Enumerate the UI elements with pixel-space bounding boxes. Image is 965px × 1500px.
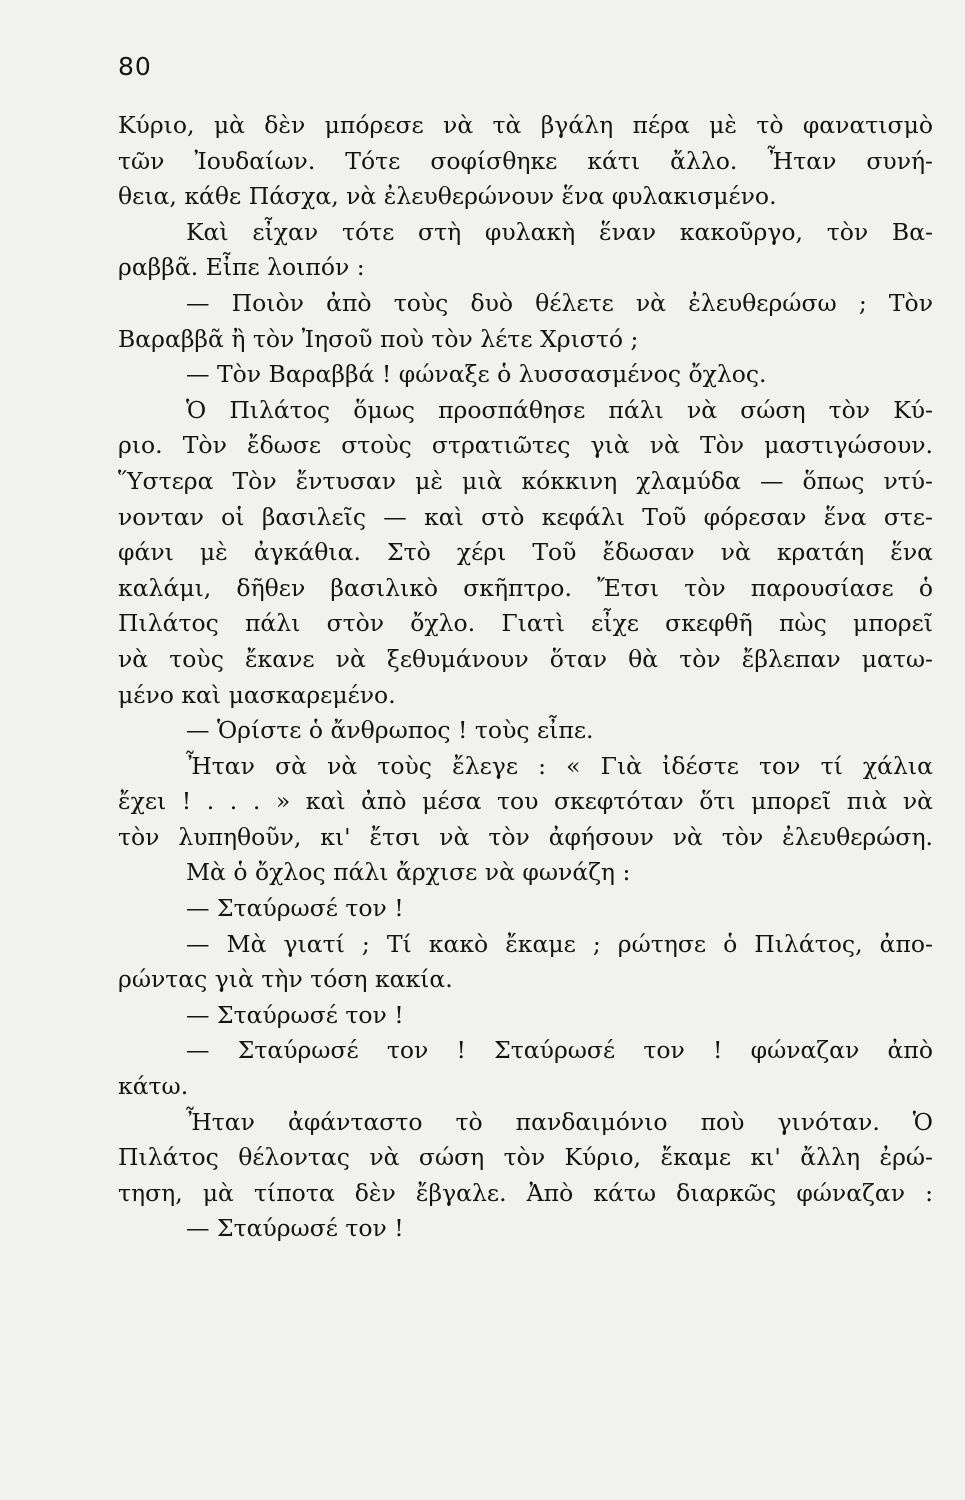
text-line: — Σταύρωσέ τον ! [186,1000,404,1029]
body-text [118,108,933,1247]
text-line: θεια, κάθε Πάσχα, νὰ ἐλευθερώνουν ἕνα φυλακισμένο. [118,182,777,211]
text-line: — Ὁρίστε ὁ ἄνθρωπος ! τοὺς εἶπε. [186,716,594,745]
text-line: ρώντας γιὰ τὴν τόση κακία. [118,965,453,994]
text-line: — Μὰ γιατί ; Τί κακὸ ἔκαμε ; ρώτησε ὁ Πιλάτος, ἀπο- [186,929,933,958]
text-line: νὰ τοὺς ἔκανε νὰ ξεθυμάνουν ὅταν θὰ τὸν ἔβλεπαν ματω- [118,644,933,673]
text-line: Ὕστερα Τὸν ἔντυσαν μὲ μιὰ κόκκινη χλαμύδα — ὅπως ντύ- [118,466,933,495]
text-line: Βαραββᾶ ἢ τὸν Ἰησοῦ ποὺ τὸν λέτε Χριστό ; [118,324,639,353]
text-line: κάτω. [118,1072,189,1101]
text-line: Πιλάτος θέλοντας νὰ σώση τὸν Κύριο, ἔκαμε κι' ἄλλη ἐρώ- [118,1143,933,1172]
text-line: Καὶ εἶχαν τότε στὴ φυλακὴ ἕναν κακοῦργο, τὸν Βα- [186,217,933,246]
text-line: — Σταύρωσέ τον ! [186,894,404,923]
text-line: μένο καὶ μασκαρεμένο. [118,680,396,709]
text-line: Ὁ Πιλάτος ὅμως προσπάθησε πάλι νὰ σώση τὸν Κύ- [186,395,933,424]
text-line: Μὰ ὁ ὄχλος πάλι ἄρχισε νὰ φωνάζη : [186,858,631,887]
text-line: τῶν Ἰουδαίων. Τότε σοφίσθηκε κάτι ἄλλο. Ἦταν συνή- [118,146,933,175]
text-line: φάνι μὲ ἀγκάθια. Στὸ χέρι Τοῦ ἔδωσαν νὰ κρατάη ἕνα [118,538,933,567]
text-line: — Ποιὸν ἀπὸ τοὺς δυὸ θέλετε νὰ ἐλευθερώσω ; Τὸν [186,288,933,317]
text-line: ἔχει ! . . . » καὶ ἀπὸ μέσα του σκεφτόταν ὅτι μπορεῖ πιὰ νὰ [118,787,933,816]
text-line: — Σταύρωσέ τον ! [186,1214,404,1243]
text-line: ραββᾶ. Εἶπε λοιπόν : [118,253,365,282]
text-line: ριο. Τὸν ἔδωσε στοὺς στρατιῶτες γιὰ νὰ Τὸν μαστιγώσουν. [118,431,933,460]
text-line: — Τὸν Βαραββά ! φώναξε ὁ λυσσασμένος ὄχλος. [186,360,767,389]
text-line: — Σταύρωσέ τον ! Σταύρωσέ τον ! φώναζαν ἀπὸ [186,1036,933,1065]
text-line: Ἦταν ἀφάνταστο τὸ πανδαιμόνιο ποὺ γινόταν. Ὁ [186,1107,933,1136]
text-line: νονταν οἱ βασιλεῖς — καὶ στὸ κεφάλι Τοῦ φόρεσαν ἕνα στε- [118,502,933,531]
text-line: τὸν λυπηθοῦν, κι' ἔτσι νὰ τὸν ἀφήσουν νὰ τὸν ἐλευθερώση. [118,822,933,851]
text-line: τηση, μὰ τίποτα δὲν ἔβγαλε. Ἀπὸ κάτω διαρκῶς φώναζαν : [118,1178,933,1207]
text-line: Κύριο, μὰ δὲν μπόρεσε νὰ τὰ βγάλη πέρα μὲ τὸ φανατισμὸ [118,111,933,139]
page-number: 80 [118,52,152,81]
text-line: καλάμι, δῆθεν βασιλικὸ σκῆπτρο. Ἔτσι τὸν παρουσίασε ὁ [118,573,933,602]
text-line: Πιλάτος πάλι στὸν ὄχλο. Γιατὶ εἶχε σκεφθῆ πὼς μπορεῖ [118,609,933,638]
text-line: Ἦταν σὰ νὰ τοὺς ἔλεγε : « Γιὰ ἰδέστε τον τί χάλια [186,751,933,780]
